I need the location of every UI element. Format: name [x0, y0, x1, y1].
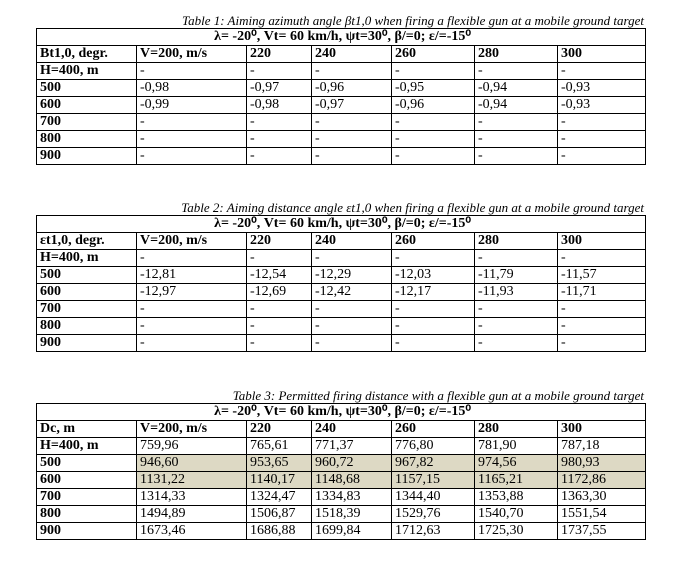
table-1-condition: λ= -20⁰, Vt= 60 km/h, ψt=30⁰, β/=0; ε/=-15⁰ — [37, 29, 646, 46]
row-label: 800 — [37, 506, 137, 523]
table-cell: 1699,84 — [312, 523, 392, 540]
table-cell: - — [558, 335, 646, 352]
column-header: 240 — [312, 233, 392, 250]
column-header: V=200, m/s — [137, 421, 247, 438]
table-cell: -0,96 — [392, 97, 475, 114]
table-row — [37, 506, 646, 523]
table-row — [37, 250, 646, 267]
table-cell: - — [137, 250, 247, 267]
table-cell: -0,98 — [247, 97, 312, 114]
table-cell: 1140,17 — [247, 472, 312, 489]
table-row — [37, 63, 646, 80]
table-cell: 960,72 — [312, 455, 392, 472]
column-header: 300 — [558, 233, 646, 250]
table-cell: 967,82 — [392, 455, 475, 472]
table-cell: - — [312, 250, 392, 267]
column-header: V=200, m/s — [137, 233, 247, 250]
row-label: 700 — [37, 114, 137, 131]
table-cell: -0,93 — [558, 97, 646, 114]
table-cell: - — [247, 148, 312, 165]
table-cell: -12,97 — [137, 284, 247, 301]
table-cell: - — [137, 131, 247, 148]
table-cell: -0,95 — [392, 80, 475, 97]
table-cell: -12,17 — [392, 284, 475, 301]
table-cell: 759,96 — [137, 438, 247, 455]
table-cell: - — [392, 335, 475, 352]
table-cell: - — [392, 114, 475, 131]
table-cell: - — [247, 131, 312, 148]
table-cell: - — [137, 318, 247, 335]
table-cell: 1353,88 — [475, 489, 558, 506]
table-cell: - — [392, 250, 475, 267]
table-cell: -0,99 — [137, 97, 247, 114]
table-cell: 1725,30 — [475, 523, 558, 540]
table-cell: - — [475, 318, 558, 335]
row-header: εt1,0, degr. — [37, 233, 137, 250]
table-cell: - — [558, 250, 646, 267]
table-cell: 1737,55 — [558, 523, 646, 540]
column-header: V=200, m/s — [137, 46, 247, 63]
table-row — [37, 523, 646, 540]
row-header: Dc, m — [37, 421, 137, 438]
table-cell: 771,37 — [312, 438, 392, 455]
table-cell: - — [312, 335, 392, 352]
row-label: 800 — [37, 318, 137, 335]
table-row — [37, 301, 646, 318]
row-header: Bt1,0, degr. — [37, 46, 137, 63]
column-header: 220 — [247, 233, 312, 250]
table-cell: - — [312, 131, 392, 148]
table-cell: -12,03 — [392, 267, 475, 284]
table-row — [37, 335, 646, 352]
table-cell: 1324,47 — [247, 489, 312, 506]
table-row — [37, 80, 646, 97]
table-cell: - — [312, 63, 392, 80]
table-cell: - — [558, 63, 646, 80]
table-cell: - — [312, 114, 392, 131]
table-cell: - — [137, 63, 247, 80]
table-cell: - — [392, 148, 475, 165]
table-cell: 1165,21 — [475, 472, 558, 489]
table-cell: - — [475, 250, 558, 267]
table-cell: - — [247, 318, 312, 335]
table-cell: -0,98 — [137, 80, 247, 97]
table-row — [37, 148, 646, 165]
table-cell: -12,29 — [312, 267, 392, 284]
row-label: 800 — [37, 131, 137, 148]
table-cell: -11,93 — [475, 284, 558, 301]
table-row — [37, 455, 646, 472]
row-label: 600 — [37, 284, 137, 301]
table-cell: 1551,54 — [558, 506, 646, 523]
column-header: 240 — [312, 46, 392, 63]
row-label: 500 — [37, 455, 137, 472]
row-label: 900 — [37, 523, 137, 540]
column-header: 220 — [247, 46, 312, 63]
row-label: 600 — [37, 97, 137, 114]
table-cell: - — [137, 301, 247, 318]
row-label: H=400, m — [37, 63, 137, 80]
table-row — [37, 489, 646, 506]
table-cell: - — [558, 318, 646, 335]
row-label: 700 — [37, 489, 137, 506]
table-cell: -0,94 — [475, 80, 558, 97]
table-2-condition: λ= -20⁰, Vt= 60 km/h, ψt=30⁰, β/=0; ε/=-15⁰ — [37, 216, 646, 233]
table-2 — [36, 215, 646, 352]
table-cell: 1540,70 — [475, 506, 558, 523]
table-cell: 1334,83 — [312, 489, 392, 506]
table-cell: -12,54 — [247, 267, 312, 284]
table-cell: - — [392, 318, 475, 335]
table-cell: - — [475, 335, 558, 352]
table-cell: - — [247, 250, 312, 267]
table-row — [37, 421, 646, 438]
table-cell: - — [475, 131, 558, 148]
table-cell: 1314,33 — [137, 489, 247, 506]
table-cell: 1157,15 — [392, 472, 475, 489]
table-cell: 1172,86 — [558, 472, 646, 489]
table-1-caption: Table 1: Aiming azimuth angle βt1,0 when firing a flexible gun at a mobile ground target — [182, 13, 644, 28]
table-row — [37, 131, 646, 148]
table-cell: -0,94 — [475, 97, 558, 114]
table-cell: 776,80 — [392, 438, 475, 455]
column-header: 260 — [392, 46, 475, 63]
table-cell: - — [392, 63, 475, 80]
table-row — [37, 284, 646, 301]
table-cell: - — [558, 114, 646, 131]
table-cell: 781,90 — [475, 438, 558, 455]
column-header: 220 — [247, 421, 312, 438]
table-cell: - — [312, 148, 392, 165]
table-3-condition: λ= -20⁰, Vt= 60 km/h, ψt=30⁰, β/=0; ε/=-15⁰ — [37, 404, 646, 421]
row-label: 900 — [37, 335, 137, 352]
table-cell: - — [475, 301, 558, 318]
column-header: 240 — [312, 421, 392, 438]
table-cell: - — [558, 148, 646, 165]
column-header: 280 — [475, 46, 558, 63]
table-cell: 980,93 — [558, 455, 646, 472]
column-header: 280 — [475, 233, 558, 250]
table-cell: - — [247, 335, 312, 352]
table-cell: 1131,22 — [137, 472, 247, 489]
table-row — [37, 233, 646, 250]
table-cell: 1363,30 — [558, 489, 646, 506]
table-cell: 1673,46 — [137, 523, 247, 540]
table-cell: - — [392, 301, 475, 318]
column-header: 300 — [558, 46, 646, 63]
table-cell: -0,96 — [312, 80, 392, 97]
table-cell: 1506,87 — [247, 506, 312, 523]
table-row — [37, 114, 646, 131]
table-row — [37, 46, 646, 63]
table-cell: 946,60 — [137, 455, 247, 472]
column-header: 260 — [392, 233, 475, 250]
table-row — [37, 267, 646, 284]
table-cell: - — [137, 335, 247, 352]
table-cell: - — [247, 301, 312, 318]
table-cell: 765,61 — [247, 438, 312, 455]
table-cell: 1529,76 — [392, 506, 475, 523]
table-cell: -11,71 — [558, 284, 646, 301]
table-cell: 1518,39 — [312, 506, 392, 523]
row-label: 600 — [37, 472, 137, 489]
table-cell: 787,18 — [558, 438, 646, 455]
table-cell: - — [475, 148, 558, 165]
row-label: 500 — [37, 80, 137, 97]
row-label: 900 — [37, 148, 137, 165]
table-cell: -0,93 — [558, 80, 646, 97]
table-cell: -12,42 — [312, 284, 392, 301]
column-header: 300 — [558, 421, 646, 438]
row-label: H=400, m — [37, 438, 137, 455]
table-cell: - — [137, 114, 247, 131]
column-header: 280 — [475, 421, 558, 438]
table-row — [37, 438, 646, 455]
table-row — [37, 472, 646, 489]
table-cell: - — [247, 63, 312, 80]
table-cell: - — [312, 318, 392, 335]
table-cell: 953,65 — [247, 455, 312, 472]
table-cell: -11,79 — [475, 267, 558, 284]
table-cell: 1494,89 — [137, 506, 247, 523]
table-cell: -12,69 — [247, 284, 312, 301]
table-cell: - — [247, 114, 312, 131]
table-cell: 1344,40 — [392, 489, 475, 506]
table-row — [37, 97, 646, 114]
table-cell: -12,81 — [137, 267, 247, 284]
table-cell: - — [558, 131, 646, 148]
table-row — [37, 318, 646, 335]
table-cell: -0,97 — [247, 80, 312, 97]
table-cell: - — [475, 114, 558, 131]
table-cell: 974,56 — [475, 455, 558, 472]
row-label: H=400, m — [37, 250, 137, 267]
table-cell: 1686,88 — [247, 523, 312, 540]
column-header: 260 — [392, 421, 475, 438]
table-cell: 1712,63 — [392, 523, 475, 540]
table-1 — [36, 28, 646, 165]
row-label: 500 — [37, 267, 137, 284]
table-cell: - — [312, 301, 392, 318]
row-label: 700 — [37, 301, 137, 318]
table-cell: - — [475, 63, 558, 80]
table-2-caption: Table 2: Aiming distance angle εt1,0 when firing a flexible gun at a mobile ground target — [181, 200, 644, 215]
table-cell: - — [392, 131, 475, 148]
table-cell: - — [558, 301, 646, 318]
table-3 — [36, 403, 646, 540]
table-cell: 1148,68 — [312, 472, 392, 489]
table-3-caption: Table 3: Permitted firing distance with a flexible gun at a mobile ground target — [232, 388, 644, 403]
table-cell: -0,97 — [312, 97, 392, 114]
table-cell: -11,57 — [558, 267, 646, 284]
table-cell: - — [137, 148, 247, 165]
